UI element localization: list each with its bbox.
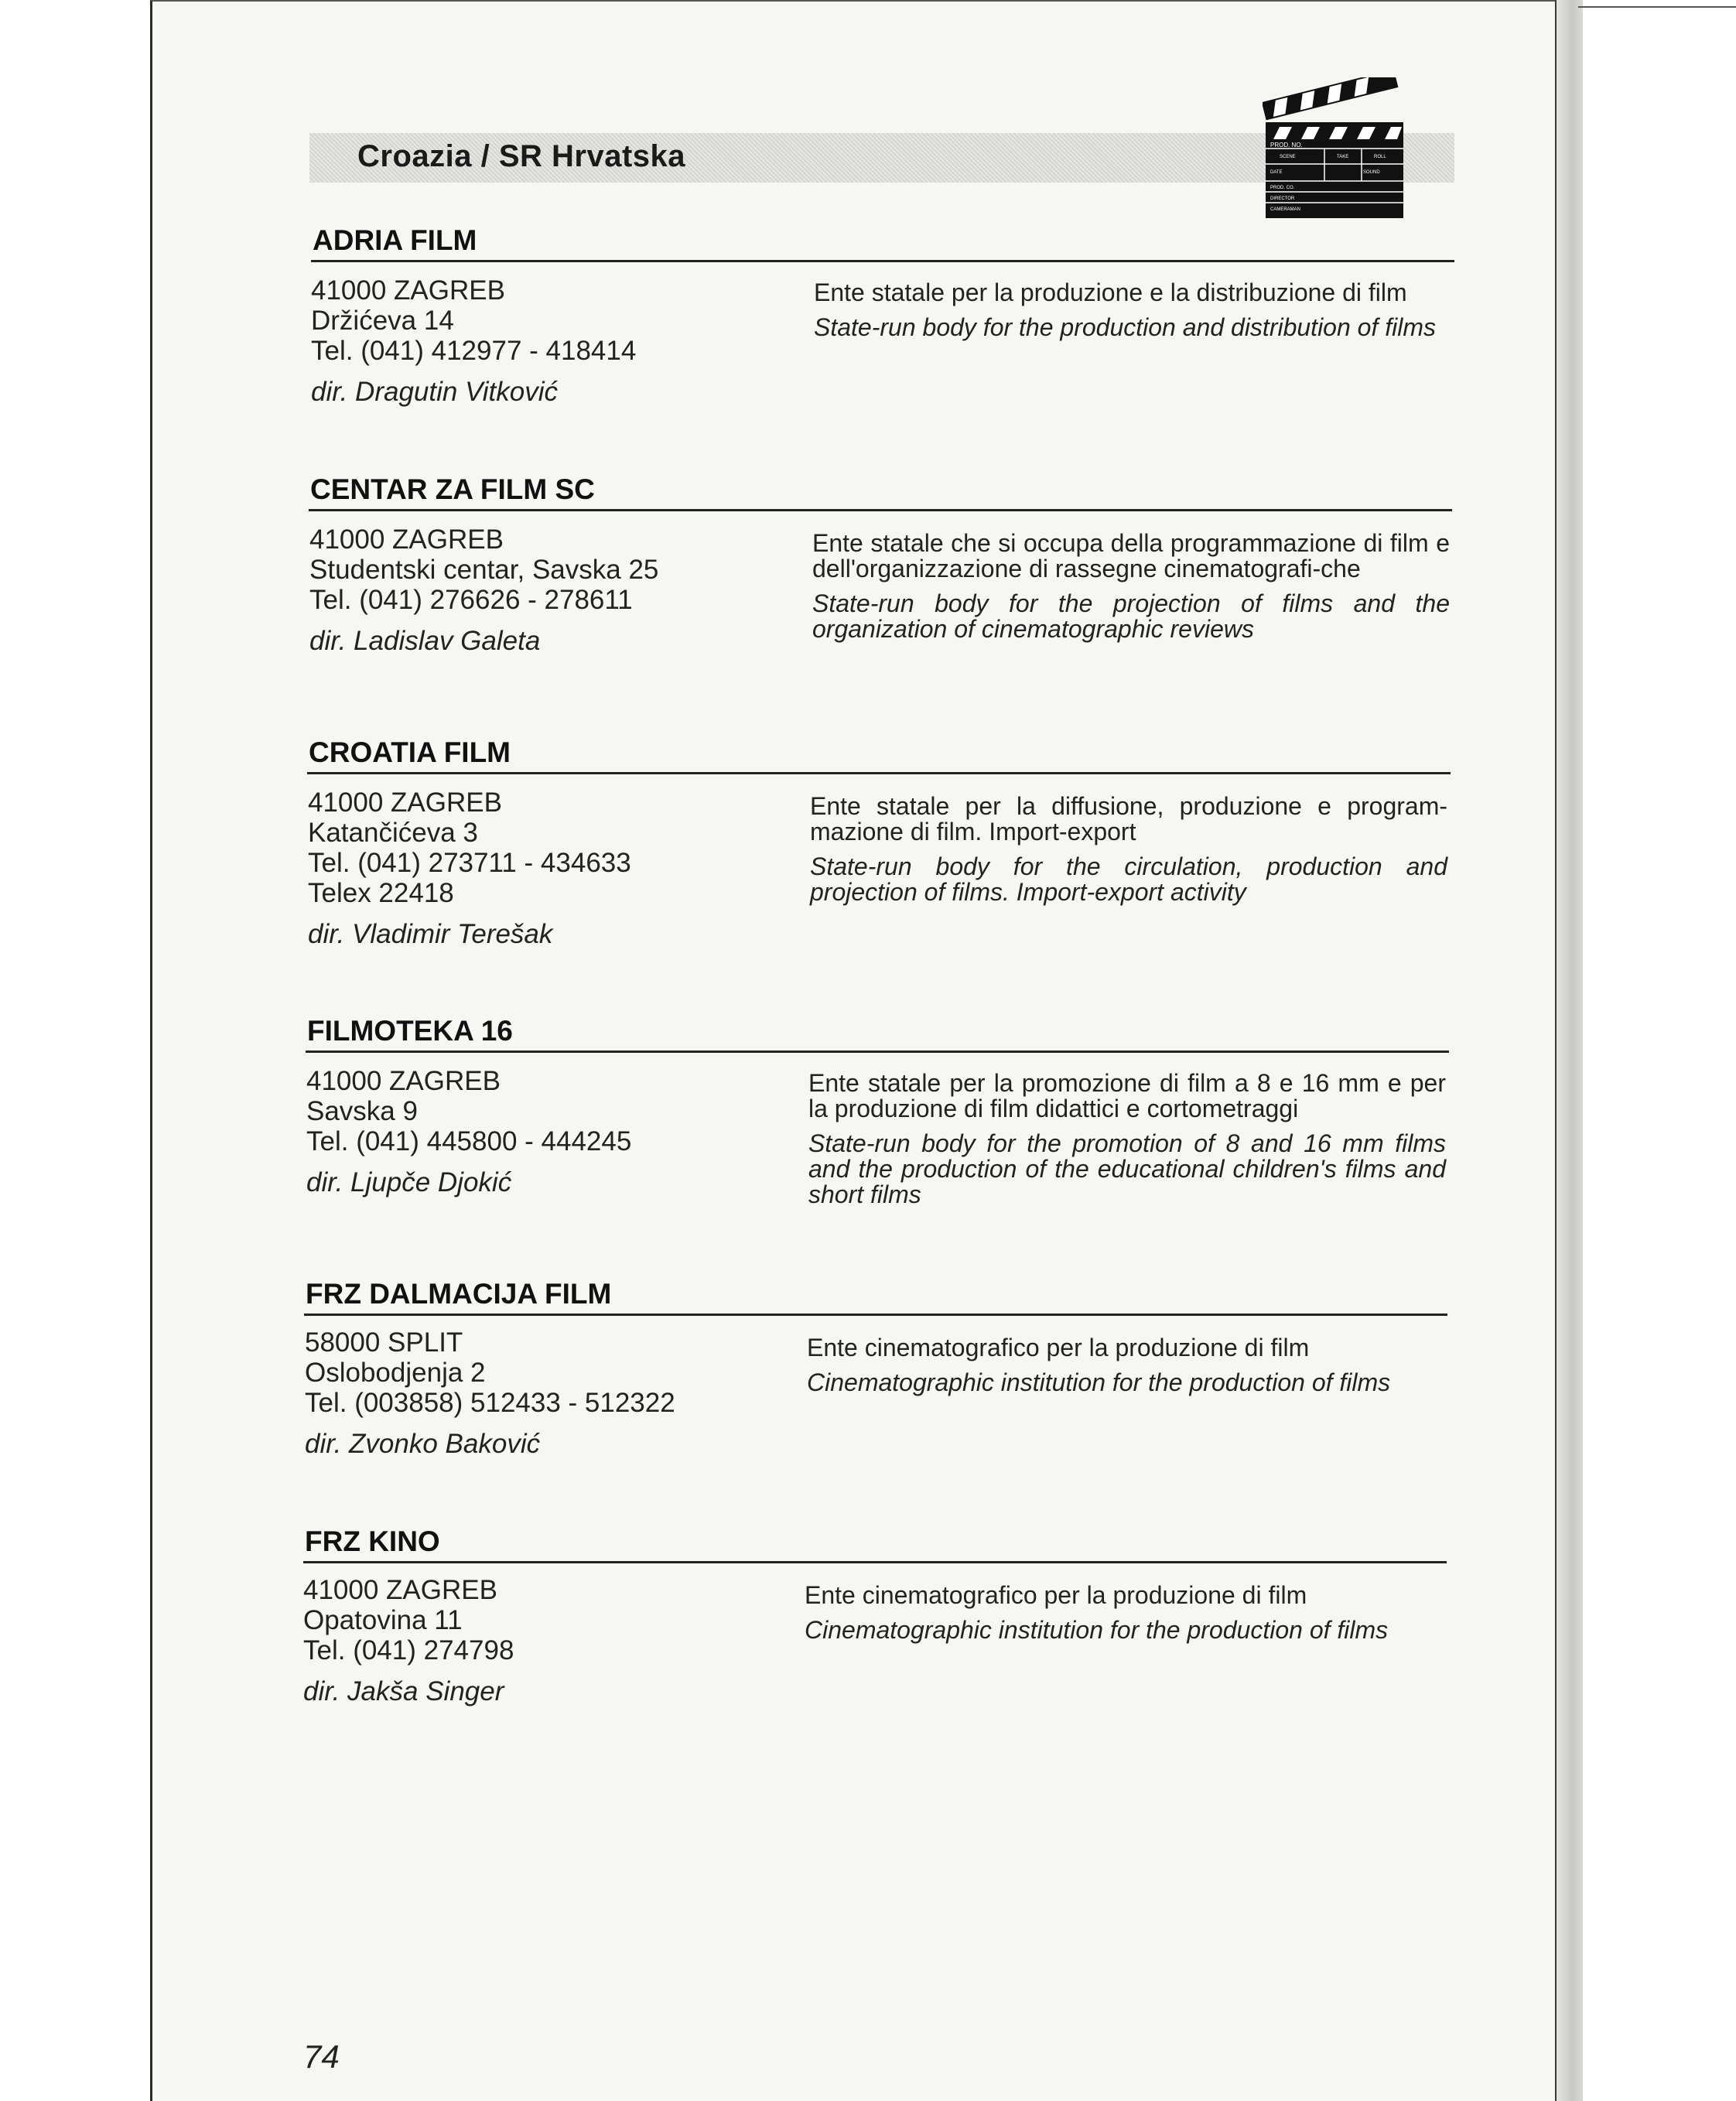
entry-street: Oslobodjenja 2 [305,1358,486,1388]
entry-divider [303,1561,1447,1563]
entry-street: Katančićeva 3 [308,818,478,848]
entry-city: 41000 ZAGREB [306,1066,501,1096]
entry-divider [309,509,1452,511]
entry-address [306,1066,631,1197]
svg-text:DATE: DATE [1270,170,1283,175]
entry-address [309,524,658,656]
entry-director: dir. Dragutin Vitković [311,377,559,407]
svg-text:DIRECTOR: DIRECTOR [1270,196,1295,201]
svg-text:SOUND: SOUND [1363,170,1380,175]
entry-desc-english: State-run body for the promotion of 8 and 16 mm films and the production of the educational children's films and short films [808,1129,1446,1208]
entry-director: dir. Jakša Singer [303,1676,504,1706]
entry-name: CROATIA FILM [309,736,511,768]
entry-city: 41000 ZAGREB [311,275,505,306]
page-number: 74 [303,2038,340,2075]
entry-desc-italian: Ente statale per la promozione di film a 8 e 16 mm e per la produzione di film didattici e cortometraggi [808,1069,1446,1122]
entry-director: dir. Zvonko Baković [305,1429,541,1459]
entry-description [808,1071,1446,1208]
entry-name: ADRIA FILM [313,224,477,256]
svg-text:ROLL: ROLL [1374,155,1386,159]
entry-desc-italian: Ente statale che si occupa della programmazione di film e dell'organizzazione di rassegne cinematografi-che [812,529,1450,582]
entry-description [812,531,1450,642]
entry-address [305,1327,675,1459]
entry-phone: Tel. (041) 273711 - 434633 [308,848,631,878]
entry-desc-english: Cinematographic institution for the production of films [807,1368,1391,1396]
entry-desc-italian: Ente statale per la produzione e la distribuzione di film [814,278,1407,306]
entry-desc-italian: Ente statale per la diffusione, produzione e program-mazione di film. Import-export [810,792,1447,846]
entry-description [807,1335,1444,1396]
entry-desc-english: State-run body for the production and distribution of films [814,313,1436,341]
entry-desc-english: Cinematographic institution for the production of films [805,1616,1389,1644]
entry-divider [307,772,1451,774]
entry-city: 41000 ZAGREB [303,1575,497,1605]
entry-name: FRZ KINO [305,1525,440,1557]
entry-address [308,787,631,949]
entry-street: Savska 9 [306,1096,418,1126]
entry-description [814,280,1451,340]
entry-name: FILMOTEKA 16 [307,1015,513,1047]
entry-desc-english: State-run body for the circulation, production and projection of films. Import-export activity [810,852,1447,906]
entry-city: 41000 ZAGREB [309,524,504,555]
entry-city: 58000 SPLIT [305,1327,463,1358]
entry-director: dir. Vladimir Terešak [308,919,553,949]
entry-desc-italian: Ente cinematografico per la produzione di film [807,1334,1310,1361]
entry-description [805,1583,1442,1643]
entry-divider [311,260,1454,262]
entry-description [810,794,1447,905]
entry-phone: Tel. (003858) 512433 - 512322 [305,1388,675,1418]
page-title: Croazia / SR Hrvatska [357,139,686,173]
page-edge [1555,0,1583,2101]
clapperboard-icon [1263,77,1406,220]
svg-text:PROD. CO.: PROD. CO. [1270,186,1295,190]
entry-city: 41000 ZAGREB [308,787,502,818]
entry-desc-italian: Ente cinematografico per la produzione di film [805,1581,1307,1609]
svg-text:SCENE: SCENE [1280,155,1296,159]
entry-phone: Tel. (041) 445800 - 444245 [306,1126,632,1156]
entry-phone: Tel. (041) 276626 - 278611 [309,585,633,615]
entry-phone: Tel. (041) 412977 - 418414 [311,336,637,366]
entry-address [311,275,636,407]
entry-name: FRZ DALMACIJA FILM [306,1278,612,1310]
entry-street: Opatovina 11 [303,1605,463,1635]
entry-divider [304,1314,1447,1316]
entry-desc-english: State-run body for the projection of films and the organization of cinematographic reviews [812,589,1450,643]
svg-text:TAKE: TAKE [1337,155,1349,159]
entry-director: dir. Ladislav Galeta [309,626,541,656]
page-edge-line [1578,6,1736,8]
entry-street: Studentski centar, Savska 25 [309,555,659,585]
entry-phone: Tel. (041) 274798 [303,1635,514,1665]
svg-text:PROD. NO.: PROD. NO. [1270,142,1303,149]
entry-address [303,1575,514,1706]
entry-telex: Telex 22418 [308,878,454,908]
entry-director: dir. Ljupče Djokić [306,1167,512,1197]
svg-text:CAMERAMAN: CAMERAMAN [1270,207,1301,212]
entry-street: Držićeva 14 [311,306,454,336]
entry-name: CENTAR ZA FILM SC [310,473,595,505]
entry-divider [306,1050,1449,1053]
